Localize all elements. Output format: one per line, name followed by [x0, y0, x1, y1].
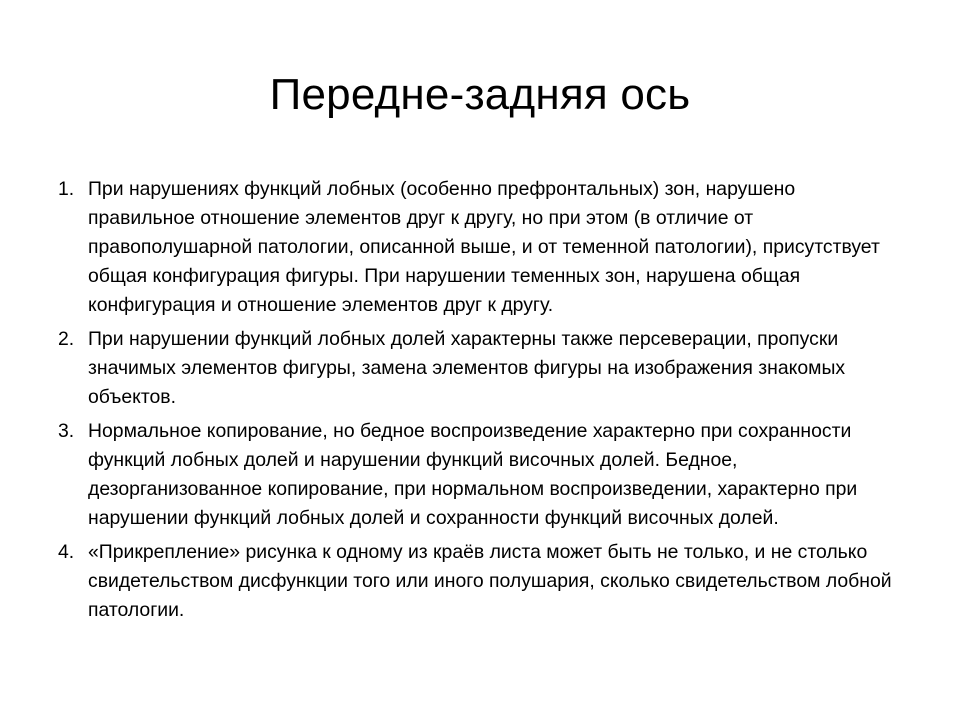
list-item-text: Нормальное копирование, но бедное воспроизведение характерно при сохранности функций лобных долей и нарушении функций височных долей. Бедное, дезорганизованное копирование, при нормальном воспроизведении, характерно при нарушении функций лобных долей и сохранности функций височных долей. — [88, 420, 858, 529]
list-item-2 — [58, 325, 898, 412]
slide-title: Передне-задняя ось — [269, 70, 691, 119]
list-item-number: 4. — [58, 541, 75, 563]
list-item-text: При нарушении функций лобных долей характерны также персеверации, пропуски значимых элементов фигуры, замена элементов фигуры на изображения знакомых объектов. — [88, 328, 846, 408]
list-item-text: «Прикрепление» рисунка к одному из краёв листа может быть не только, и не столько свидетельством дисфункции того или иного полушария, сколько свидетельством лобной патологии. — [88, 541, 892, 621]
list-item-number: 1. — [58, 178, 75, 200]
list-item-4 — [58, 538, 898, 625]
list-item-text: При нарушениях функций лобных (особенно префронтальных) зон, нарушено правильное отношение элементов друг к другу, но при этом (в отличие от правополушарной патологии, описанной выше, и от теменной патологии), присутствует общая конфигурация фигуры. При нарушении теменных зон, нарушена общая конфигурация и отношение элементов друг к другу. — [88, 178, 880, 316]
numbered-list — [58, 175, 898, 630]
list-item-number: 3. — [58, 420, 75, 442]
list-item-3 — [58, 417, 898, 533]
list-item-number: 2. — [58, 328, 75, 350]
list-item-1 — [58, 175, 898, 320]
